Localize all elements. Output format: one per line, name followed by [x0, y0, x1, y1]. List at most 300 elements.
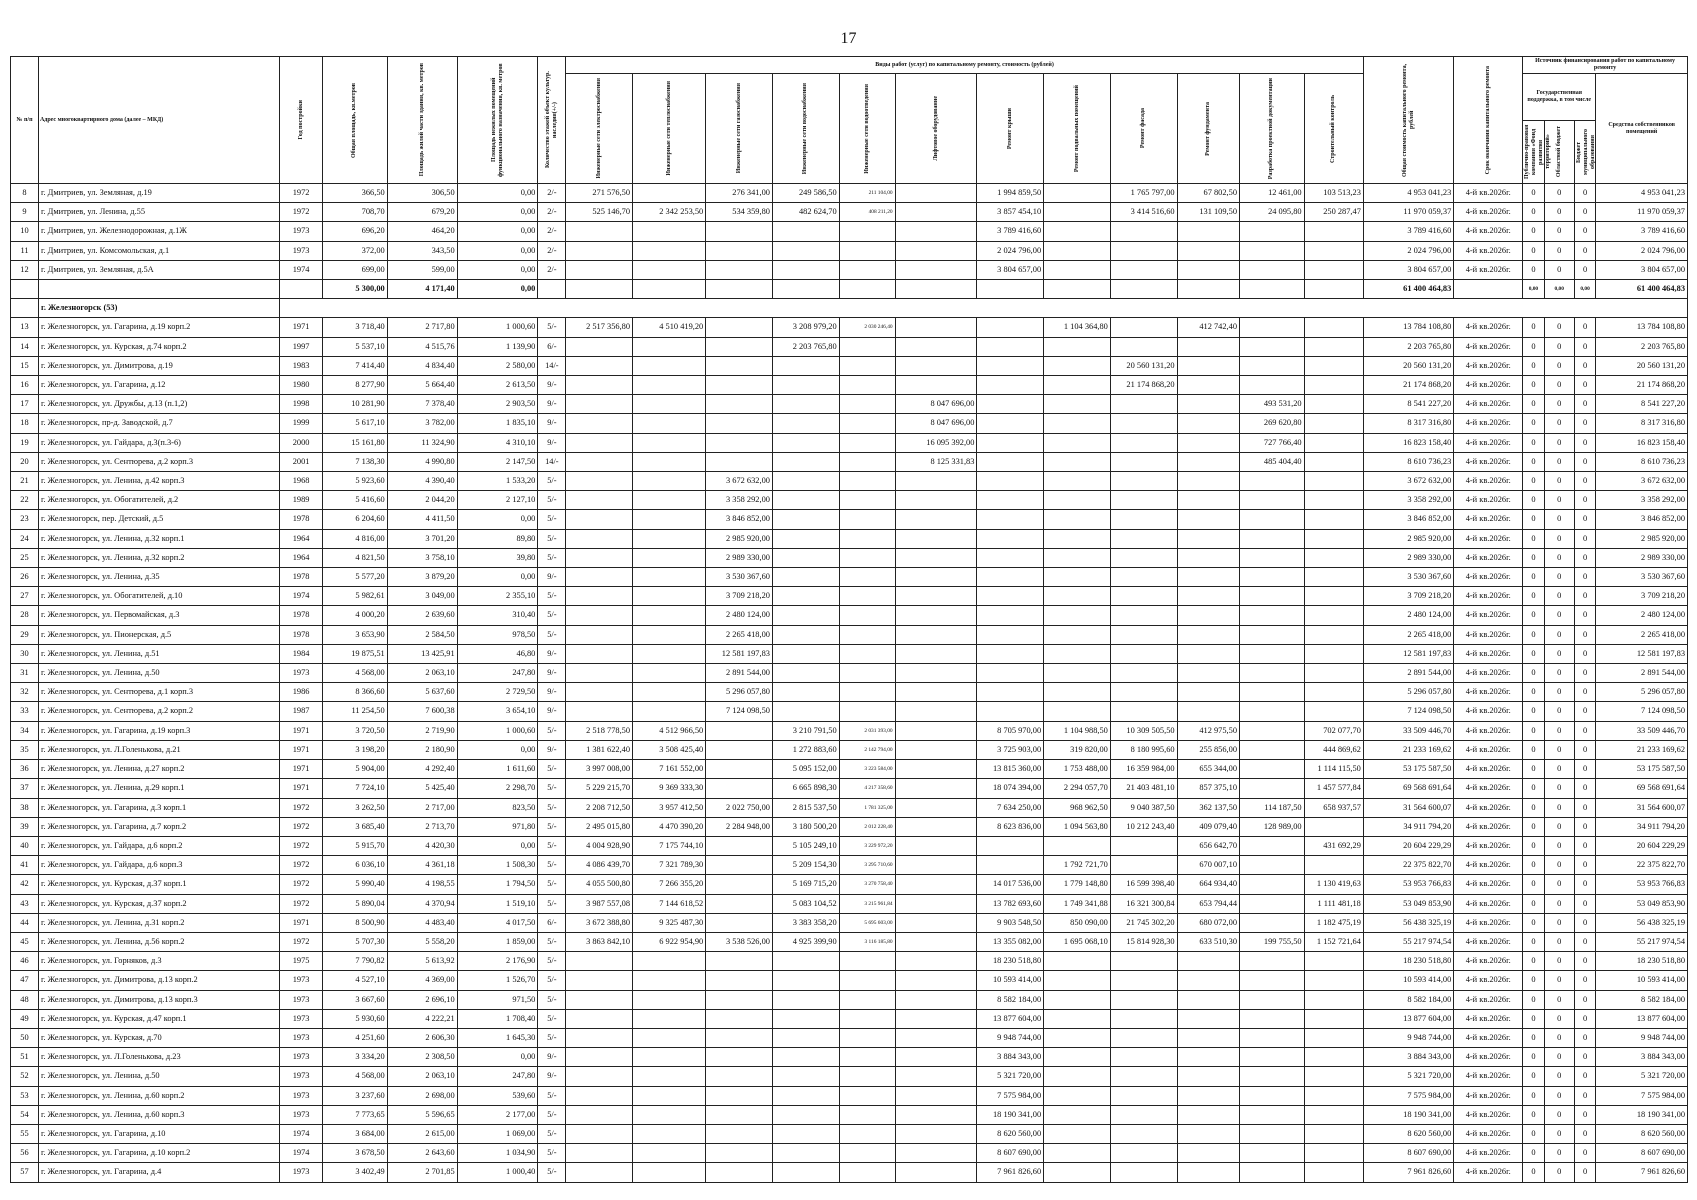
cell-ctrl: [1304, 1067, 1363, 1086]
cell-f1: 0: [1523, 721, 1545, 740]
cell-year: 1972: [280, 798, 323, 817]
cell-ta: 3 678,50: [323, 1144, 388, 1163]
cell-lift: [895, 817, 977, 836]
cell-na: 1 794,50: [457, 875, 538, 894]
cell-found: 655 344,00: [1177, 760, 1239, 779]
cell-la: 13 425,91: [387, 644, 457, 663]
cell-n: 19: [11, 433, 39, 452]
cell-na: 1 526,70: [457, 971, 538, 990]
cell-fl: 5/-: [538, 721, 566, 740]
cell-sewer: 5 695 603,00: [839, 913, 895, 932]
cell-addr: г. Железногорск, ул. Гагарина, д.19 корп.3: [38, 721, 279, 740]
cell-found: [1177, 548, 1239, 567]
cell-addr: г. Железногорск, ул. Курская, д.37 корп.2: [38, 894, 279, 913]
cell-ctrl: [1304, 587, 1363, 606]
cell-fl: 9/-: [538, 568, 566, 587]
cell-water: [772, 625, 839, 644]
cell-el: 5 229 215,70: [566, 779, 633, 798]
cell-na: 823,50: [457, 798, 538, 817]
cell-n: 12: [11, 260, 39, 279]
cell-gas: [706, 414, 773, 433]
cell-f2: 0: [1544, 318, 1574, 337]
cell-fac: [1110, 529, 1177, 548]
cell-design: [1240, 260, 1305, 279]
cell-roof: 7 575 984,00: [977, 1086, 1044, 1105]
cell-ctrl: [1304, 241, 1363, 260]
cell-fac: [1110, 625, 1177, 644]
cell-sewer: 2 030 246,40: [839, 318, 895, 337]
cell-f1: 0: [1523, 894, 1545, 913]
cell-fac: [1110, 318, 1177, 337]
cell-la: 2 717,80: [387, 318, 457, 337]
cell-f1: 0: [1523, 222, 1545, 241]
cell-fl: 5/-: [538, 606, 566, 625]
table-row: [11, 644, 1688, 663]
cell-f1: 0: [1523, 1124, 1545, 1143]
cell-sewer: [839, 568, 895, 587]
cell-design: [1240, 472, 1305, 491]
cell-total: 20 560 131,20: [1363, 356, 1453, 375]
cell-f2: 0: [1544, 184, 1574, 203]
cell-found: [1177, 990, 1239, 1009]
cell-found: 409 079,40: [1177, 817, 1239, 836]
cell-ctrl: 1 111 481,18: [1304, 894, 1363, 913]
cell-own: 3 672 632,00: [1596, 472, 1688, 491]
cell-f3: 0: [1574, 932, 1596, 951]
cell-addr: г. Железногорск, ул. Гагарина, д.7 корп.2: [38, 817, 279, 836]
cell-year: 1973: [280, 1105, 323, 1124]
cell-f3: 0: [1574, 395, 1596, 414]
cell-el: 3 987 557,08: [566, 894, 633, 913]
cell-fl: 5/-: [538, 932, 566, 951]
table-row: [11, 587, 1688, 606]
cell-term: 4-й кв.2026г.: [1454, 1009, 1523, 1028]
cell-gas: [706, 452, 773, 471]
cell-term: 4-й кв.2026г.: [1454, 606, 1523, 625]
cell-design: [1240, 337, 1305, 356]
cell-f2: 0: [1544, 1105, 1574, 1124]
cell-n: 14: [11, 337, 39, 356]
cell-term: 4-й кв.2026г.: [1454, 1163, 1523, 1182]
cell-f1: 0: [1523, 913, 1545, 932]
table-body-dmitriev: [11, 184, 1688, 280]
cell-sewer: [839, 606, 895, 625]
cell-roof: [977, 414, 1044, 433]
cell-lift: [895, 222, 977, 241]
cell-ctrl: [1304, 683, 1363, 702]
cell-la: 3 701,20: [387, 529, 457, 548]
cell-el: 1 381 622,40: [566, 740, 633, 759]
cell-addr: г. Железногорск, ул. Сентюрева, д.2 корп.3: [38, 452, 279, 471]
cell-fl: 5/-: [538, 548, 566, 567]
cell-found: [1177, 433, 1239, 452]
cell-addr: г. Железногорск, ул. Гагарина, д.3 корп.1: [38, 798, 279, 817]
cell-total: 5 296 057,80: [1363, 683, 1453, 702]
cell-la: 3 758,10: [387, 548, 457, 567]
cell-fl: 9/-: [538, 376, 566, 395]
cell-year: 1974: [280, 260, 323, 279]
cell-addr: г. Железногорск, ул. Гагарина, д.10 корп.2: [38, 1144, 279, 1163]
cell-na: 2 903,50: [457, 395, 538, 414]
cell-n: 38: [11, 798, 39, 817]
cell-own: 4 953 041,23: [1596, 184, 1688, 203]
cell-lift: [895, 184, 977, 203]
cell-roof: [977, 337, 1044, 356]
cell-water: [772, 241, 839, 260]
cell-fac: 21 174 868,20: [1110, 376, 1177, 395]
cell-base: [1044, 395, 1111, 414]
cell-year: 1973: [280, 222, 323, 241]
table-row: [11, 260, 1688, 279]
cell-ctrl: [1304, 222, 1363, 241]
cell-f1: 0: [1523, 1067, 1545, 1086]
cell-f3: 0: [1574, 1067, 1596, 1086]
capital-repair-table: [10, 56, 1688, 1183]
cell-f1: 0: [1523, 760, 1545, 779]
cell-roof: 7 961 826,60: [977, 1163, 1044, 1182]
cell-year: 1989: [280, 491, 323, 510]
header-heating: Инженерные сети теплоснабжения: [665, 81, 672, 176]
header-floors: Количество этажей объект культур. наследия(+/-): [544, 71, 558, 169]
cell-base: [1044, 606, 1111, 625]
cell-f2: 0: [1544, 356, 1574, 375]
cell-n: 31: [11, 664, 39, 683]
section-title: г. Железногорск (53): [38, 299, 279, 318]
cell-fac: [1110, 568, 1177, 587]
cell-na: 310,40: [457, 606, 538, 625]
cell-term: 4-й кв.2026г.: [1454, 510, 1523, 529]
cell-el: [566, 260, 633, 279]
cell-base: [1044, 222, 1111, 241]
cell-fl: 9/-: [538, 683, 566, 702]
cell-ta: 5 890,04: [323, 894, 388, 913]
cell-el: [566, 683, 633, 702]
cell-f2: 0: [1544, 606, 1574, 625]
cell-total: 2 480 124,00: [1363, 606, 1453, 625]
cell-la: 4 370,94: [387, 894, 457, 913]
cell-f3: 0: [1574, 798, 1596, 817]
cell-total: 8 610 736,23: [1363, 452, 1453, 471]
cell-roof: [977, 529, 1044, 548]
cell-na: 1 708,40: [457, 1009, 538, 1028]
cell-found: [1177, 625, 1239, 644]
cell-water: 5 169 715,20: [772, 875, 839, 894]
cell-own: 20 604 229,29: [1596, 836, 1688, 855]
cell-f3: 0: [1574, 318, 1596, 337]
cell-heat: [633, 1028, 706, 1047]
cell-f3: 0: [1574, 817, 1596, 836]
cell-own: 34 911 794,20: [1596, 817, 1688, 836]
table-row: [11, 433, 1688, 452]
cell-na: 2 580,00: [457, 356, 538, 375]
cell-sewer: [839, 664, 895, 683]
cell-term: 4-й кв.2026г.: [1454, 856, 1523, 875]
cell-sewer: 211 104,00: [839, 184, 895, 203]
cell-f1: 0: [1523, 875, 1545, 894]
cell-ta: 3 334,20: [323, 1048, 388, 1067]
cell-f1: 0: [1523, 1028, 1545, 1047]
cell-f3: 0: [1574, 721, 1596, 740]
cell-la: 2 063,10: [387, 664, 457, 683]
cell-heat: 4 512 966,50: [633, 721, 706, 740]
cell-f2: 0: [1544, 203, 1574, 222]
cell-f2: 0: [1544, 452, 1574, 471]
cell-lift: [895, 798, 977, 817]
cell-total: 3 884 343,00: [1363, 1048, 1453, 1067]
cell-fl: 5/-: [538, 990, 566, 1009]
cell-la: 679,20: [387, 203, 457, 222]
cell-fac: [1110, 491, 1177, 510]
cell-la: 3 049,00: [387, 587, 457, 606]
cell-own: 11 970 059,37: [1596, 203, 1688, 222]
cell-total: 8 607 690,00: [1363, 1144, 1453, 1163]
cell-total: 8 620 560,00: [1363, 1124, 1453, 1143]
cell-na: 89,80: [457, 529, 538, 548]
cell-water: [772, 1048, 839, 1067]
cell-total: 3 358 292,00: [1363, 491, 1453, 510]
cell-found: [1177, 414, 1239, 433]
cell-f1: 0: [1523, 625, 1545, 644]
cell-f3: 0: [1574, 241, 1596, 260]
table-body-zheleznogorsk: [11, 318, 1688, 1182]
cell-f1: 0: [1523, 817, 1545, 836]
cell-f3: 0: [1574, 222, 1596, 241]
table-row: [11, 1067, 1688, 1086]
cell-addr: г. Дмитриев, ул. Комсомольская, д.1: [38, 241, 279, 260]
cell-heat: 7 144 618,52: [633, 894, 706, 913]
header-facade: Ремонт фасада: [1140, 108, 1147, 149]
cell-fl: 5/-: [538, 779, 566, 798]
cell-f3: 0: [1574, 971, 1596, 990]
cell-water: [772, 548, 839, 567]
cell-ctrl: 658 937,57: [1304, 798, 1363, 817]
cell-f2: 0: [1544, 856, 1574, 875]
cell-el: [566, 395, 633, 414]
cell-year: 1972: [280, 875, 323, 894]
cell-fac: [1110, 1144, 1177, 1163]
cell-year: 1972: [280, 932, 323, 951]
cell-na: 2 176,90: [457, 952, 538, 971]
cell-term: 4-й кв.2026г.: [1454, 894, 1523, 913]
cell-gas: 2 985 920,00: [706, 529, 773, 548]
cell-el: [566, 587, 633, 606]
cell-f2: 0: [1544, 1028, 1574, 1047]
cell-la: 5 425,40: [387, 779, 457, 798]
cell-found: [1177, 510, 1239, 529]
cell-roof: 3 725 903,00: [977, 740, 1044, 759]
cell-n: 21: [11, 472, 39, 491]
cell-fac: 9 040 387,50: [1110, 798, 1177, 817]
cell-la: 4 292,40: [387, 760, 457, 779]
cell-lift: [895, 1144, 977, 1163]
cell-la: 4 420,30: [387, 836, 457, 855]
cell-design: [1240, 356, 1305, 375]
cell-ta: 5 707,30: [323, 932, 388, 951]
cell-total: 11 970 059,37: [1363, 203, 1453, 222]
cell-base: [1044, 664, 1111, 683]
cell-la: 4 411,50: [387, 510, 457, 529]
cell-term: 4-й кв.2026г.: [1454, 414, 1523, 433]
cell-n: 27: [11, 587, 39, 606]
cell-fac: [1110, 683, 1177, 702]
cell-design: [1240, 318, 1305, 337]
cell-f2: 0: [1544, 1009, 1574, 1028]
cell-f2: 0: [1544, 510, 1574, 529]
cell-found: [1177, 472, 1239, 491]
cell-found: [1177, 664, 1239, 683]
cell-gas: 3 530 367,60: [706, 568, 773, 587]
cell-heat: [633, 990, 706, 1009]
cell-year: 1978: [280, 510, 323, 529]
cell-f3: 0: [1574, 203, 1596, 222]
cell-fl: 2/-: [538, 260, 566, 279]
cell-el: [566, 414, 633, 433]
cell-found: 362 137,50: [1177, 798, 1239, 817]
cell-n: 28: [11, 606, 39, 625]
cell-term: 4-й кв.2026г.: [1454, 318, 1523, 337]
cell-n: 24: [11, 529, 39, 548]
cell-ctrl: [1304, 337, 1363, 356]
cell-roof: 8 623 836,00: [977, 817, 1044, 836]
cell-lift: [895, 472, 977, 491]
cell-roof: 1 994 859,50: [977, 184, 1044, 203]
header-state-support: Государственная поддержка, в том числе: [1523, 74, 1596, 121]
cell-la: 2 615,00: [387, 1124, 457, 1143]
cell-ctrl: [1304, 664, 1363, 683]
cell-ta: 5 416,60: [323, 491, 388, 510]
cell-fl: 5/-: [538, 817, 566, 836]
cell-fl: 5/-: [538, 510, 566, 529]
cell-design: [1240, 568, 1305, 587]
cell-base: [1044, 683, 1111, 702]
cell-f3: 0: [1574, 702, 1596, 721]
cell-year: 1972: [280, 894, 323, 913]
cell-la: 3 879,20: [387, 568, 457, 587]
cell-n: 45: [11, 932, 39, 951]
cell-design: [1240, 1009, 1305, 1028]
cell-year: 1973: [280, 971, 323, 990]
cell-design: [1240, 625, 1305, 644]
cell-f1: 0: [1523, 971, 1545, 990]
cell-ctrl: [1304, 856, 1363, 875]
cell-f2: 0: [1544, 836, 1574, 855]
table-row: [11, 491, 1688, 510]
cell-sewer: [839, 472, 895, 491]
cell-el: [566, 452, 633, 471]
cell-water: 482 624,70: [772, 203, 839, 222]
cell-design: [1240, 1124, 1305, 1143]
cell-el: [566, 376, 633, 395]
cell-total: 3 672 632,00: [1363, 472, 1453, 491]
cell-na: 0,00: [457, 222, 538, 241]
cell-total: 56 438 325,19: [1363, 913, 1453, 932]
cell-design: [1240, 990, 1305, 1009]
cell-water: [772, 971, 839, 990]
cell-f3: 0: [1574, 1086, 1596, 1105]
cell-addr: г. Железногорск, ул. Горняков, д.3: [38, 952, 279, 971]
table-row: [11, 1028, 1688, 1047]
cell-own: 8 541 227,20: [1596, 395, 1688, 414]
cell-el: [566, 1124, 633, 1143]
cell-base: [1044, 414, 1111, 433]
cell-found: [1177, 376, 1239, 395]
table-row: [11, 222, 1688, 241]
header-deadline: Срок окончания капитального ремонта: [1484, 65, 1491, 175]
cell-total: 21 233 169,62: [1363, 740, 1453, 759]
cell-term: 4-й кв.2026г.: [1454, 875, 1523, 894]
cell-ctrl: 1 152 721,64: [1304, 932, 1363, 951]
cell-fac: [1110, 510, 1177, 529]
cell-roof: [977, 702, 1044, 721]
cell-ctrl: [1304, 510, 1363, 529]
cell-heat: 9 369 333,30: [633, 779, 706, 798]
cell-ctrl: [1304, 491, 1363, 510]
cell-f2: 0: [1544, 472, 1574, 491]
cell-f3: 0: [1574, 856, 1596, 875]
cell-roof: [977, 472, 1044, 491]
cell-n: 23: [11, 510, 39, 529]
cell-water: 6 665 898,30: [772, 779, 839, 798]
cell-own: 22 375 822,70: [1596, 856, 1688, 875]
table-row: [11, 1163, 1688, 1182]
cell-ctrl: [1304, 433, 1363, 452]
cell-addr: г. Железногорск, ул. Ленина, д.42 корп.3: [38, 472, 279, 491]
subtotal-fund: 0,00: [1523, 280, 1545, 299]
cell-na: 971,80: [457, 817, 538, 836]
cell-el: [566, 529, 633, 548]
cell-term: 4-й кв.2026г.: [1454, 241, 1523, 260]
cell-el: [566, 222, 633, 241]
cell-addr: г. Железногорск, ул. Гагарина, д.10: [38, 1124, 279, 1143]
cell-el: 3 997 008,00: [566, 760, 633, 779]
cell-fac: [1110, 260, 1177, 279]
cell-lift: [895, 702, 977, 721]
cell-gas: 7 124 098,50: [706, 702, 773, 721]
cell-heat: 4 470 390,20: [633, 817, 706, 836]
cell-f1: 0: [1523, 510, 1545, 529]
cell-fac: [1110, 1105, 1177, 1124]
cell-f3: 0: [1574, 452, 1596, 471]
cell-na: 1 000,60: [457, 721, 538, 740]
cell-la: 4 990,80: [387, 452, 457, 471]
cell-ctrl: 103 513,23: [1304, 184, 1363, 203]
cell-own: 21 174 868,20: [1596, 376, 1688, 395]
cell-sewer: [839, 376, 895, 395]
cell-term: 4-й кв.2026г.: [1454, 337, 1523, 356]
cell-year: 1973: [280, 1163, 323, 1182]
cell-ta: 5 577,20: [323, 568, 388, 587]
cell-sewer: [839, 1163, 895, 1182]
cell-f2: 0: [1544, 971, 1574, 990]
cell-addr: г. Железногорск, ул. Ленина, д.56 корп.2: [38, 932, 279, 951]
cell-f1: 0: [1523, 1048, 1545, 1067]
cell-heat: [633, 395, 706, 414]
cell-la: 2 643,60: [387, 1144, 457, 1163]
cell-roof: 3 804 657,00: [977, 260, 1044, 279]
cell-addr: г. Железногорск, ул. Ленина, д.29 корп.1: [38, 779, 279, 798]
cell-own: 5 296 057,80: [1596, 683, 1688, 702]
cell-ta: 7 724,10: [323, 779, 388, 798]
cell-fl: 5/-: [538, 491, 566, 510]
cell-own: 16 823 158,40: [1596, 433, 1688, 452]
cell-sewer: [839, 1028, 895, 1047]
cell-base: [1044, 356, 1111, 375]
cell-fl: 5/-: [538, 1086, 566, 1105]
cell-roof: [977, 625, 1044, 644]
cell-own: 53 049 853,90: [1596, 894, 1688, 913]
cell-own: 2 024 796,00: [1596, 241, 1688, 260]
cell-year: 1972: [280, 817, 323, 836]
